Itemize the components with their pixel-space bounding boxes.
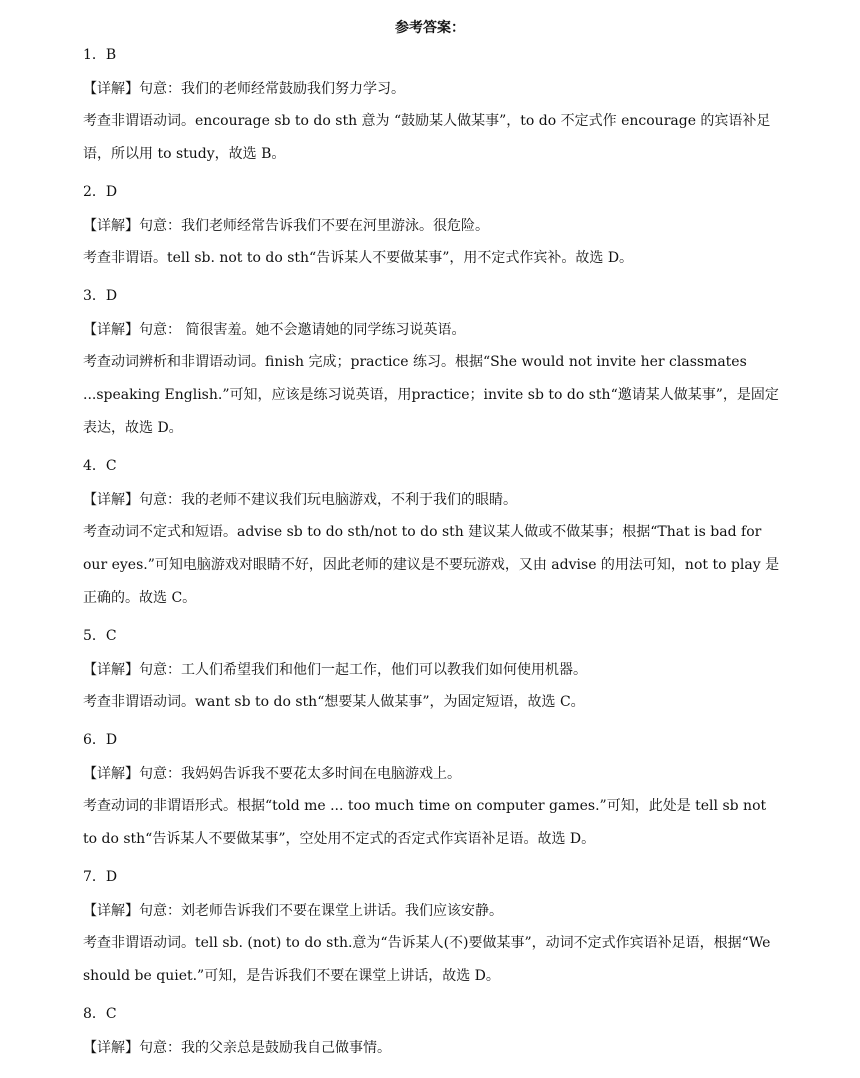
answer-item — [83, 729, 783, 856]
answer-explanation: 考查非谓语动词。encourage sb to do sth 意为 “鼓励某人做某事”，to do 不定式作 encourage 的宾语补足语，所以用 to study，故选 B。 — [83, 113, 771, 162]
answer-item — [83, 181, 783, 275]
page-title: 参考答案： — [395, 20, 465, 36]
answer-explanation: 考查动词不定式和短语。advise sb to do sth/not to do sth 建议某人做或不做某事；根据“That is bad for our eyes.”可知电脑游戏对眼睛不好，因此老师的建议是不要玩游戏，又由 advise 的用法可知，not to play 是正确的。故选 C。 — [83, 524, 780, 606]
answer-item — [83, 625, 783, 719]
answer-number: 5．C — [83, 628, 117, 644]
answer-number: 4．C — [83, 458, 117, 474]
answer-item — [83, 44, 783, 171]
answer-number: 7．D — [83, 869, 118, 885]
answer-item — [83, 1003, 783, 1060]
answer-explanation: 考查非谓语动词。want sb to do sth“想要某人做某事”，为固定短语，故选 C。 — [83, 694, 585, 710]
answer-detail: 【详解】句意：刘老师告诉我们不要在课堂上讲话。我们应该安静。 — [83, 903, 503, 919]
answer-detail: 【详解】句意：我妈妈告诉我不要花太多时间在电脑游戏上。 — [83, 766, 461, 782]
answer-explanation: 考查非谓语。tell sb. not to do sth“告诉某人不要做某事”，用不定式作宾补。故选 D。 — [83, 250, 634, 266]
answer-list — [83, 44, 783, 1070]
answer-item — [83, 285, 783, 445]
answer-number: 6．D — [83, 732, 118, 748]
answer-detail: 【详解】句意：我的老师不建议我们玩电脑游戏，不利于我们的眼睛。 — [83, 492, 517, 508]
answer-explanation: 考查动词的非谓语形式。根据“told me ... too much time on computer games.”可知，此处是 tell sb not to do sth“告诉某人不要做某事”，空处用不定式的否定式作宾语补足语。故选 D。 — [83, 798, 767, 847]
answer-item — [83, 866, 783, 993]
answer-number: 1．B — [83, 47, 117, 63]
answer-number: 2．D — [83, 184, 118, 200]
answer-detail: 【详解】句意： 简很害羞。她不会邀请她的同学练习说英语。 — [83, 322, 466, 338]
answer-detail: 【详解】句意：我们老师经常告诉我们不要在河里游泳。很危险。 — [83, 218, 489, 234]
answer-explanation: 考查非谓语动词。tell sb. (not) to do sth.意为“告诉某人(不)要做某事”，动词不定式作宾语补足语，根据“We should be quiet.”可知，是告诉我们不要在课堂上讲话，故选 D。 — [83, 935, 771, 984]
answer-item — [83, 455, 783, 615]
answer-number: 8．C — [83, 1006, 117, 1022]
answer-explanation: 考查动词辨析和非谓语动词。finish 完成；practice 练习。根据“She would not invite her classmates ...speaking English.”可知，应该是练习说英语，用practice；invite sb to do sth“邀请某人做某事”，是固定表达，故选 D。 — [83, 354, 779, 436]
answer-detail: 【详解】句意：我的父亲总是鼓励我自己做事情。 — [83, 1040, 391, 1056]
answer-detail: 【详解】句意：我们的老师经常鼓励我们努力学习。 — [83, 81, 405, 97]
answer-detail: 【详解】句意：工人们希望我们和他们一起工作，他们可以教我们如何使用机器。 — [83, 662, 587, 678]
answer-number: 3．D — [83, 288, 118, 304]
